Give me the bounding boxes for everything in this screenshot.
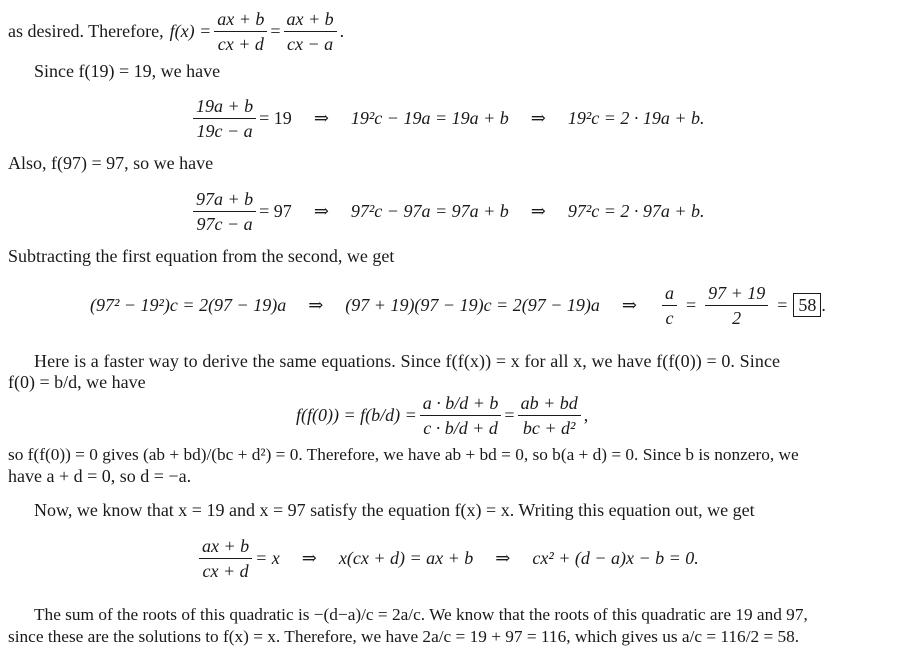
disp1-arrow-1: ⇒ — [313, 107, 329, 128]
disp4-fraction-2 — [518, 393, 581, 438]
disp4-end: , — [583, 404, 589, 425]
disp1-rhs: = 19 — [259, 107, 292, 128]
disp1-denominator: 19c − a — [196, 120, 253, 141]
faster-way-line-2: f(0) = b/d, we have — [8, 372, 146, 392]
disp1-arrow-2: ⇒ — [530, 107, 546, 128]
disp3-arrow-1: ⇒ — [308, 294, 324, 315]
eq1-frac2-denominator: cx − a — [287, 33, 334, 54]
disp3-end: . — [821, 294, 826, 315]
display-equation-ff0 — [296, 392, 588, 438]
disp5-denominator: cx + d — [202, 560, 249, 581]
disp5-rhs: = x — [255, 547, 280, 568]
sum-of-roots-line-1: The sum of the roots of this quadratic is −(d−a)/c = 2a/c. We know that the roots of this quadratic are 19 and 97, — [34, 605, 808, 624]
so-ff0-line-2: have a + d = 0, so d = −a. — [8, 466, 192, 486]
disp2-numerator: 97a + b — [193, 189, 256, 212]
disp3-frac2-numerator: 97 + 19 — [705, 283, 768, 306]
disp1-middle: 19²c − 19a = 19a + b — [350, 107, 509, 128]
sum-of-roots-line-2: since these are the solutions to f(x) = x. Therefore, we have 2a/c = 19 + 97 = 116, which gives us a/c = 116/2 = 58. — [8, 627, 800, 646]
display-equation-quadratic — [196, 535, 699, 581]
disp3-frac2-denominator: 2 — [732, 307, 742, 328]
disp3-frac1-numerator: a — [662, 283, 677, 306]
now-we-know-line: Now, we know that x = 19 and x = 97 satisfy the equation f(x) = x. Writing this equation out, we get — [34, 500, 755, 520]
boxed-answer: 58 — [793, 293, 821, 317]
eq1-end: . — [339, 20, 345, 41]
eq1-frac2-numerator: ax + b — [284, 9, 337, 32]
disp3-left: (97² − 19²)c = 2(97 − 19)a — [90, 294, 287, 315]
disp5-middle: x(cx + d) = ax + b — [338, 547, 474, 568]
disp3-equals-1: = — [685, 294, 697, 315]
disp5-numerator: ax + b — [199, 536, 252, 559]
disp1-fraction — [193, 96, 256, 141]
so-ff0-line-1: so f(f(0)) = 0 gives (ab + bd)/(bc + d²) = 0. Therefore, we have ab + bd = 0, so b(a + d) = 0. Since b is nonzero, we — [8, 445, 799, 464]
faster-way-line-1: Here is a faster way to derive the same equations. Since f(f(x)) = x for all x, we have f(f(0)) = 0. Since — [34, 351, 781, 371]
disp3-middle: (97 + 19)(97 − 19)c = 2(97 − 19)a — [345, 294, 600, 315]
disp3-frac1-denominator: c — [665, 307, 674, 328]
display-equation-19 — [190, 95, 705, 141]
disp3-fraction-sum — [705, 283, 768, 328]
eq1-equals: = — [270, 20, 281, 41]
disp1-result: 19²c = 2 · 19a + b. — [567, 107, 705, 128]
disp4-frac2-numerator: ab + bd — [518, 393, 581, 416]
disp2-arrow-1: ⇒ — [313, 200, 329, 221]
disp5-arrow-2: ⇒ — [495, 547, 511, 568]
disp2-denominator: 97c − a — [196, 213, 253, 234]
disp2-result: 97²c = 2 · 97a + b. — [567, 200, 705, 221]
eq1-fraction-2 — [284, 9, 337, 54]
disp3-equals-2: = — [777, 294, 788, 315]
eq1-lhs: f(x) = — [169, 20, 212, 41]
disp4-frac1-numerator: a · b/d + b — [420, 393, 502, 416]
eq1-fraction-1 — [214, 9, 267, 54]
disp2-fraction — [193, 189, 256, 234]
disp4-fraction-1 — [420, 393, 502, 438]
disp1-numerator: 19a + b — [193, 96, 256, 119]
disp2-arrow-2: ⇒ — [530, 200, 546, 221]
disp4-equals: = — [504, 404, 515, 425]
disp5-result: cx² + (d − a)x − b = 0. — [532, 547, 699, 568]
disp3-fraction-a-over-c — [662, 283, 677, 328]
disp2-middle: 97²c − 97a = 97a + b — [350, 200, 509, 221]
disp5-arrow-1: ⇒ — [301, 547, 317, 568]
disp4-lhs: f(f(0)) = f(b/d) = — [296, 404, 417, 425]
display-equation-97 — [190, 188, 705, 234]
disp5-fraction — [199, 536, 252, 581]
disp4-frac1-denominator: c · b/d + d — [423, 417, 498, 438]
eq1-frac1-numerator: ax + b — [214, 9, 267, 32]
since-f19-line: Since f(19) = 19, we have — [34, 61, 221, 81]
disp3-arrow-2: ⇒ — [621, 294, 637, 315]
disp4-frac2-denominator: bc + d² — [522, 417, 576, 438]
line1-prefix: as desired. Therefore, — [8, 20, 164, 41]
display-equation-subtraction — [90, 282, 826, 328]
disp2-rhs: = 97 — [259, 200, 292, 221]
also-f97-line: Also, f(97) = 97, so we have — [8, 153, 214, 173]
eq1-frac1-denominator: cx + d — [217, 33, 264, 54]
therefore-equation-line — [8, 8, 344, 54]
subtracting-line: Subtracting the first equation from the second, we get — [8, 246, 395, 266]
